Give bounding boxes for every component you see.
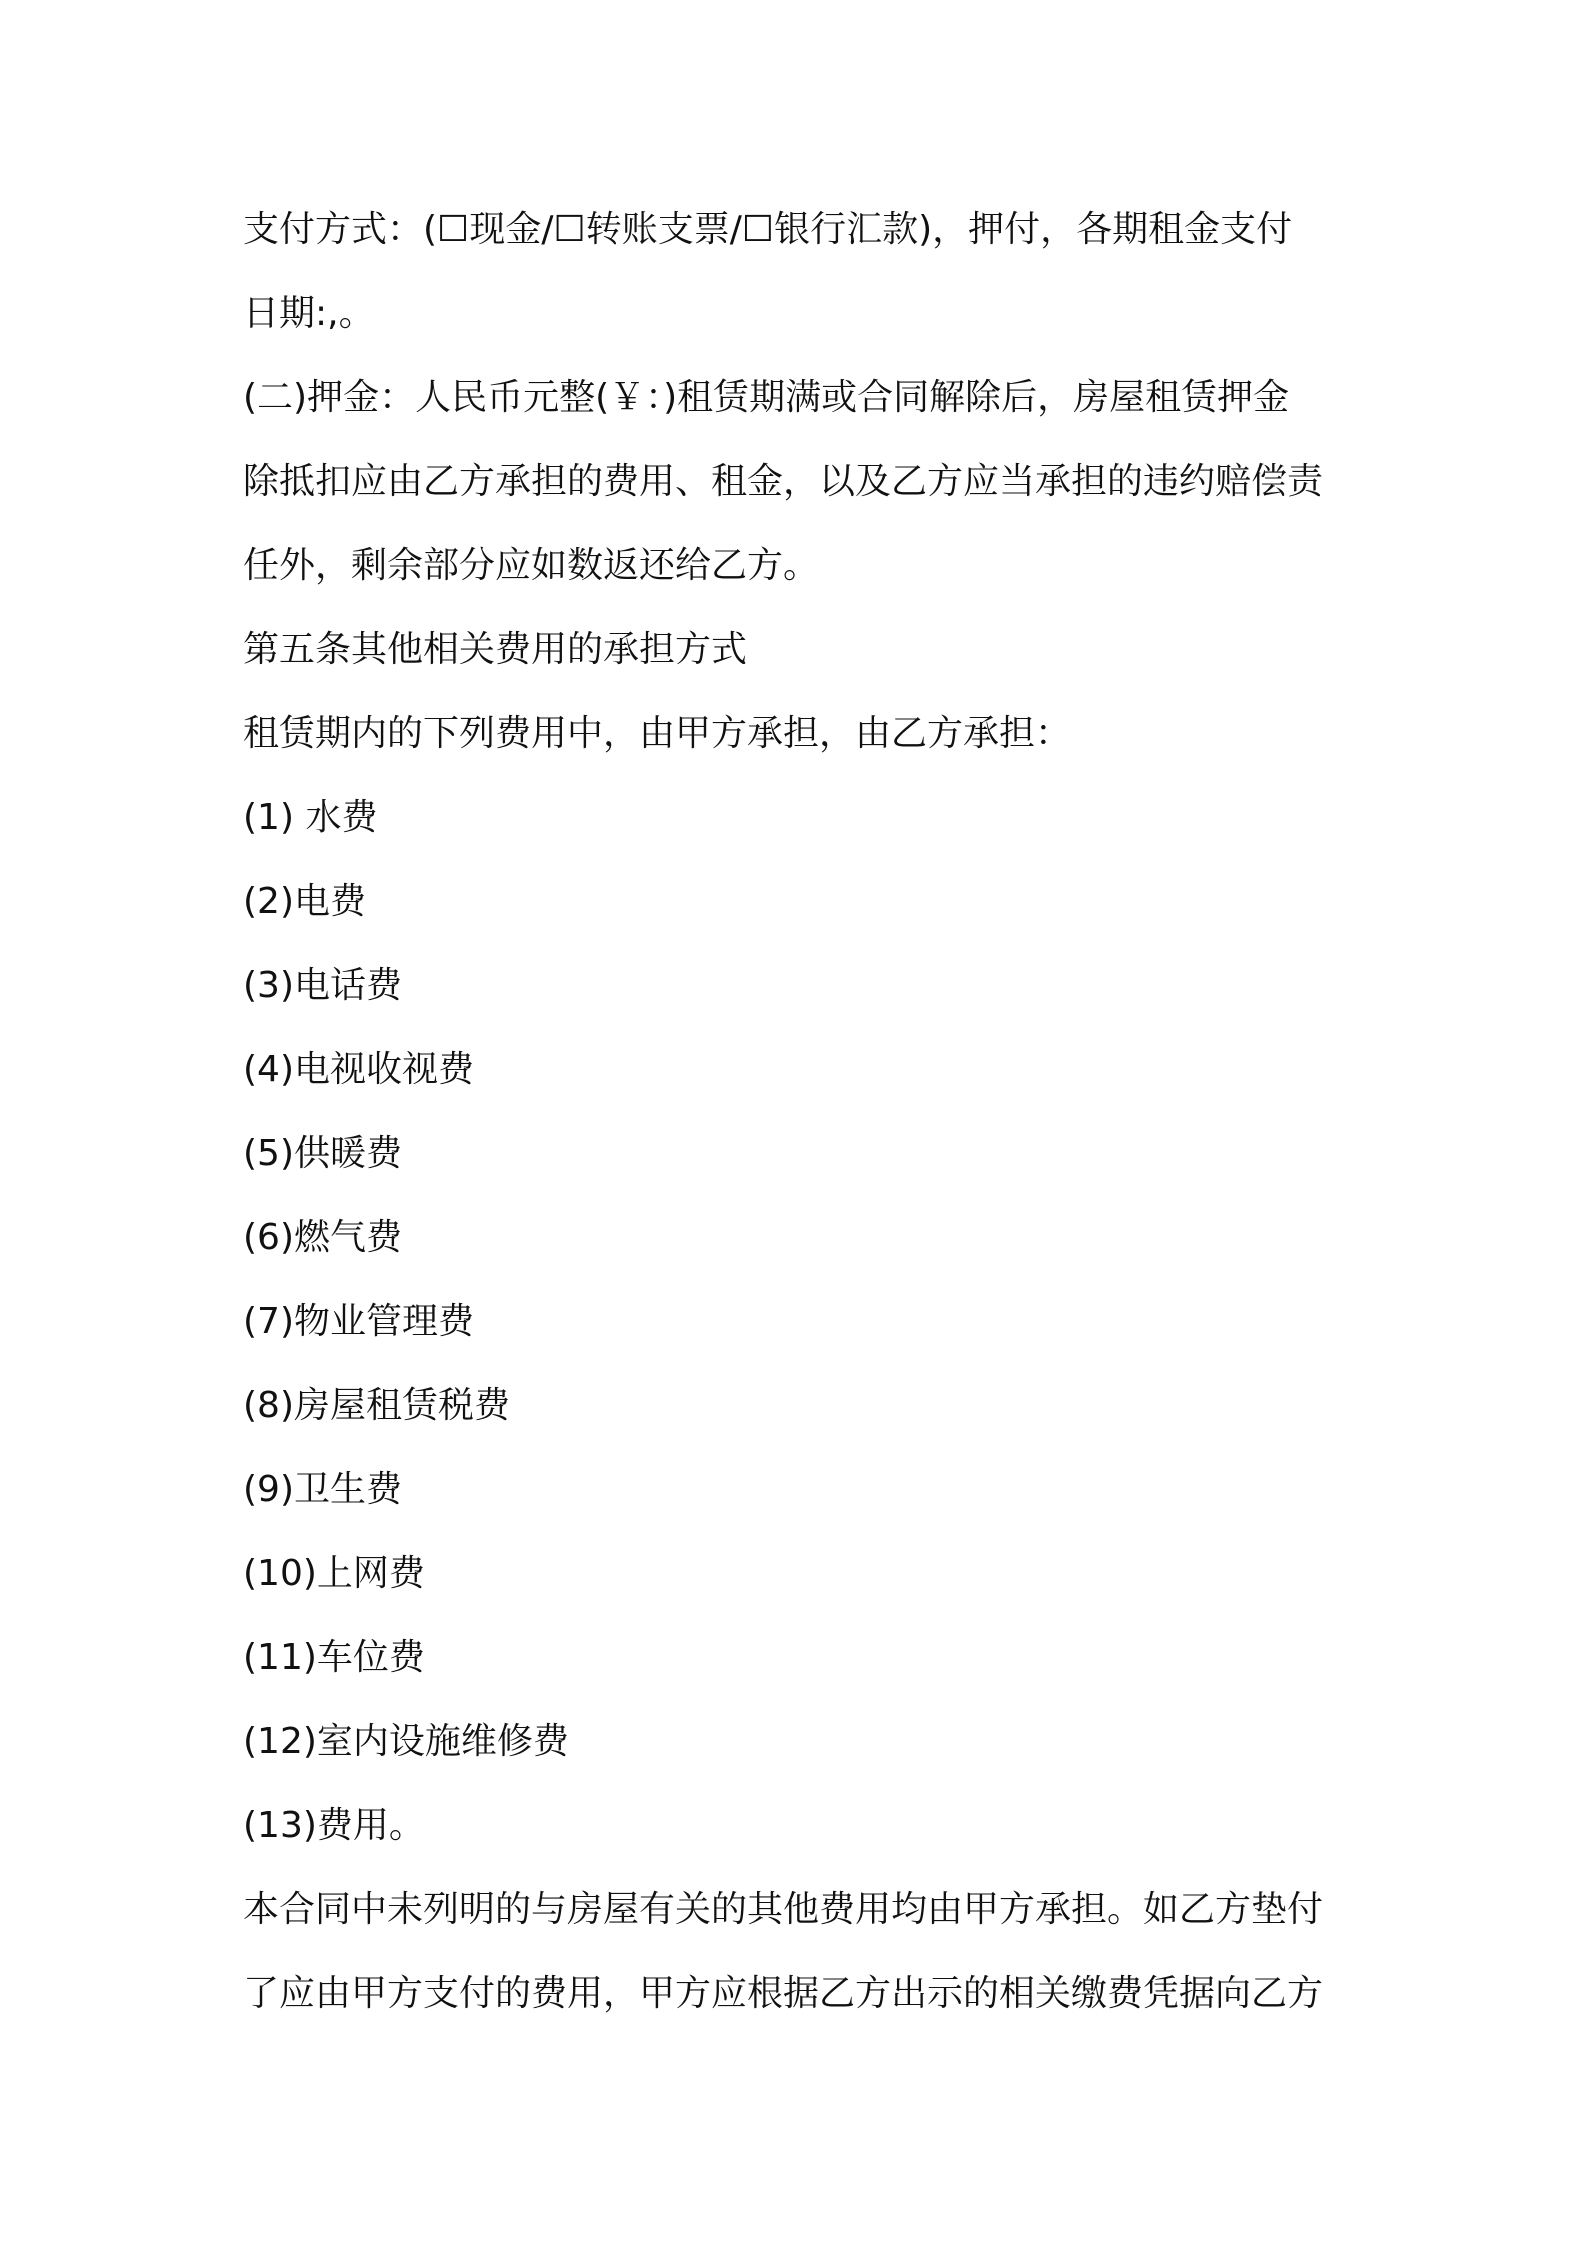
fee-item-5: (5)供暖费 xyxy=(243,1133,402,1174)
deposit-line-1: (二)押金：人民币元整(￥：)租赁期满或合同解除后，房屋租赁押金 xyxy=(243,377,1290,418)
other-fees-line-2: 了应由甲方支付的费用，甲方应根据乙方出示的相关缴费凭据向乙方 xyxy=(243,1973,1324,2014)
article-five-heading: 第五条其他相关费用的承担方式 xyxy=(243,629,748,670)
fee-item-8: (8)房屋租赁税费 xyxy=(243,1385,510,1426)
fee-item-6: (6)燃气费 xyxy=(243,1217,402,1258)
deposit-line-2: 除抵扣应由乙方承担的费用、租金，以及乙方应当承担的违约赔偿责 xyxy=(243,461,1324,502)
payment-date-line: 日期:,。 xyxy=(243,293,375,334)
fee-item-7: (7)物业管理费 xyxy=(243,1301,474,1342)
fees-intro: 租赁期内的下列费用中，由甲方承担，由乙方承担： xyxy=(243,713,1072,754)
fee-item-12: (12)室内设施维修费 xyxy=(243,1721,569,1762)
fee-item-3: (3)电话费 xyxy=(243,965,402,1006)
fee-item-2: (2)电费 xyxy=(243,881,366,922)
fee-item-9: (9)卫生费 xyxy=(243,1469,402,1510)
fee-item-4: (4)电视收视费 xyxy=(243,1049,474,1090)
fee-item-10: (10)上网费 xyxy=(243,1553,425,1594)
fee-item-11: (11)车位费 xyxy=(243,1637,425,1678)
deposit-line-3: 任外，剩余部分应如数返还给乙方。 xyxy=(243,545,820,586)
fee-item-1: (1) 水费 xyxy=(243,797,378,838)
other-fees-line-1: 本合同中未列明的与房屋有关的其他费用均由甲方承担。如乙方垫付 xyxy=(243,1889,1324,1930)
fee-item-13: (13)费用。 xyxy=(243,1805,425,1846)
payment-method-line: 支付方式：(☐现金/☐转账支票/☐银行汇款)，押付，各期租金支付 xyxy=(243,209,1293,250)
